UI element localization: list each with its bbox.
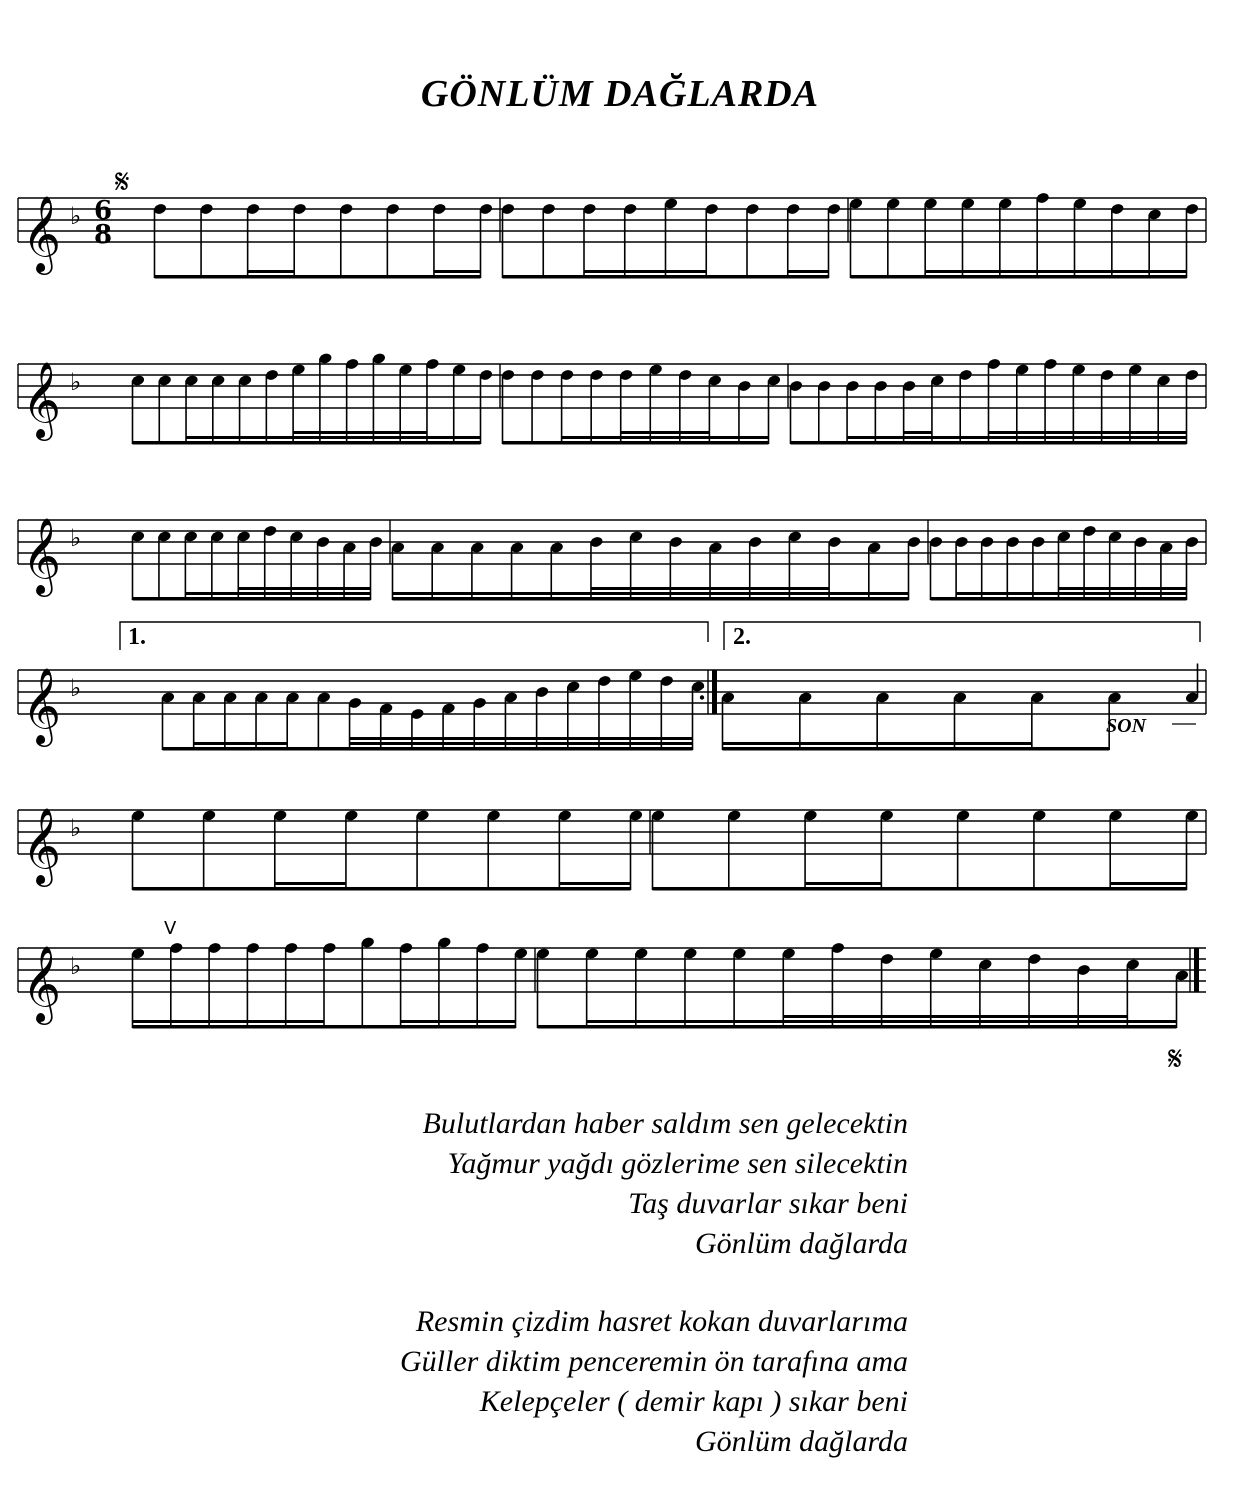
note-beam bbox=[709, 436, 739, 439]
lyric-line: Kelepçeler ( demir kapı ) sıkar beni bbox=[479, 1385, 908, 1418]
note-beam bbox=[400, 431, 427, 434]
note-beam bbox=[931, 597, 1187, 601]
note-beam bbox=[750, 592, 790, 595]
note-beam bbox=[956, 592, 982, 595]
song-title: GÖNLÜM DAĞLARDA bbox=[420, 73, 820, 115]
note-beam bbox=[293, 436, 320, 439]
note-beam bbox=[293, 431, 320, 434]
note-beam bbox=[710, 592, 750, 595]
note-beam bbox=[412, 742, 443, 745]
note-beam bbox=[832, 1020, 881, 1023]
note-beam bbox=[599, 742, 630, 745]
staff-system bbox=[18, 918, 1206, 1079]
note-beam bbox=[291, 587, 317, 590]
note-beam bbox=[750, 587, 790, 590]
note-beam bbox=[350, 737, 381, 740]
note-beam bbox=[625, 270, 666, 273]
breath-mark: V bbox=[164, 918, 177, 939]
note-beam bbox=[636, 1020, 685, 1023]
note-beam bbox=[591, 592, 631, 595]
note-beam bbox=[982, 592, 1008, 595]
flat-sign-icon: ♭ bbox=[70, 202, 82, 230]
note-beam bbox=[980, 1015, 1029, 1018]
lyrics-verse-1 bbox=[423, 1104, 908, 1264]
note-beam bbox=[381, 742, 412, 745]
volta-bracket-1 bbox=[120, 622, 708, 650]
note-beam bbox=[443, 742, 474, 745]
note-beam bbox=[904, 431, 932, 434]
note-beam bbox=[1037, 270, 1074, 273]
note-beam bbox=[1110, 587, 1136, 590]
staff-system bbox=[18, 517, 1206, 601]
note-beam bbox=[661, 742, 692, 745]
flat-sign-icon: ♭ bbox=[70, 952, 82, 980]
note-beam bbox=[503, 441, 769, 445]
note-beam bbox=[1084, 592, 1110, 595]
repeat-dot bbox=[700, 684, 704, 688]
note-beam bbox=[621, 436, 651, 439]
note-beam bbox=[225, 742, 256, 745]
volta-bracket-2 bbox=[724, 622, 1200, 650]
note-beam bbox=[1135, 592, 1161, 595]
note-beam bbox=[1029, 1015, 1078, 1018]
note-beam bbox=[1017, 436, 1045, 439]
volta-1-label: 1. bbox=[128, 624, 146, 650]
lyric-line: Bulutlardan haber saldım sen gelecektin bbox=[422, 1107, 908, 1140]
note-beam bbox=[373, 431, 400, 434]
note-beam bbox=[171, 1020, 209, 1023]
lyric-line: Resmin çizdim hasret kokan duvarlarıma bbox=[415, 1305, 908, 1338]
note-beam bbox=[318, 587, 344, 590]
note-beam bbox=[680, 431, 710, 434]
note-beam bbox=[133, 441, 481, 445]
note-beam bbox=[209, 1020, 247, 1023]
note-beam bbox=[350, 742, 381, 745]
note-beam bbox=[1110, 882, 1186, 885]
note-beam bbox=[710, 587, 750, 590]
note-beam bbox=[931, 1020, 980, 1023]
note-beam bbox=[650, 436, 680, 439]
note-beam bbox=[194, 742, 225, 745]
note-beam bbox=[238, 587, 264, 590]
note-beam bbox=[800, 742, 877, 745]
note-beam bbox=[1130, 431, 1158, 434]
note-beam bbox=[275, 882, 346, 885]
note-beam bbox=[1017, 431, 1045, 434]
note-beam bbox=[1073, 436, 1101, 439]
volta-2-label: 2. bbox=[733, 624, 751, 650]
note-beam bbox=[960, 436, 988, 439]
note-beam bbox=[248, 270, 295, 273]
note-beam bbox=[373, 436, 400, 439]
note-beam bbox=[789, 587, 829, 590]
note-beam bbox=[439, 1020, 477, 1023]
note-beam bbox=[538, 1025, 1177, 1029]
note-beam bbox=[875, 436, 903, 439]
note-beam bbox=[568, 737, 599, 740]
note-beam bbox=[266, 436, 293, 439]
note-beam bbox=[599, 737, 630, 740]
note-beam bbox=[650, 431, 680, 434]
note-beam bbox=[591, 587, 631, 590]
end-marker-son: SON bbox=[1106, 715, 1147, 737]
staff-system bbox=[18, 807, 1206, 891]
note-beam bbox=[630, 742, 661, 745]
note-beam bbox=[1135, 587, 1161, 590]
note-beam bbox=[670, 587, 710, 590]
note-beam bbox=[630, 737, 661, 740]
note-beam bbox=[155, 275, 481, 279]
note-beam bbox=[788, 270, 829, 273]
note-beam bbox=[1078, 1020, 1127, 1023]
staff-system bbox=[18, 622, 1206, 751]
note-beam bbox=[1029, 1020, 1078, 1023]
note-beam bbox=[1007, 592, 1033, 595]
note-beam bbox=[265, 592, 291, 595]
note-beam bbox=[661, 737, 692, 740]
note-beam bbox=[393, 592, 433, 595]
note-beam bbox=[133, 887, 631, 891]
note-beam bbox=[1110, 592, 1136, 595]
note-beam bbox=[256, 742, 287, 745]
treble-clef-icon: 𝄞 bbox=[22, 945, 62, 1022]
note-beam bbox=[163, 747, 693, 751]
note-beam bbox=[783, 1020, 832, 1023]
note-beam bbox=[443, 737, 474, 740]
note-beam bbox=[537, 742, 568, 745]
note-beam bbox=[882, 1020, 931, 1023]
lyric-line: Gönlüm dağlarda bbox=[694, 1425, 908, 1458]
note-beam bbox=[318, 592, 344, 595]
note-beam bbox=[925, 270, 962, 273]
flat-sign-icon: ♭ bbox=[70, 674, 82, 702]
staff-system bbox=[18, 352, 1206, 444]
note-beam bbox=[829, 592, 869, 595]
note-beam bbox=[505, 737, 536, 740]
staff-system bbox=[18, 162, 1206, 279]
note-beam bbox=[621, 431, 651, 434]
note-beam bbox=[832, 1015, 881, 1018]
note-beam bbox=[213, 436, 240, 439]
note-beam bbox=[503, 275, 829, 279]
treble-clef-icon: 𝄞 bbox=[22, 807, 62, 884]
note-beam bbox=[631, 592, 671, 595]
note-beam bbox=[931, 1015, 980, 1018]
time-signature-numerator: 6 bbox=[94, 196, 113, 226]
note-beam bbox=[980, 1020, 1029, 1023]
note-beam bbox=[400, 436, 427, 439]
note-beam bbox=[869, 592, 909, 595]
note-beam bbox=[185, 592, 211, 595]
note-beam bbox=[472, 592, 512, 595]
lyric-line: Yağmur yağdı gözlerime sen silecektin bbox=[447, 1147, 908, 1180]
note-beam bbox=[1112, 270, 1149, 273]
note-beam bbox=[247, 1020, 285, 1023]
note-beam bbox=[587, 1020, 636, 1023]
note-beam bbox=[393, 597, 909, 601]
note-beam bbox=[723, 747, 1110, 751]
note-beam bbox=[133, 597, 371, 601]
note-beam bbox=[685, 1020, 734, 1023]
note-beam bbox=[932, 436, 960, 439]
note-beam bbox=[1161, 587, 1187, 590]
note-beam bbox=[344, 587, 370, 590]
note-beam bbox=[734, 1020, 783, 1023]
note-beam bbox=[1084, 587, 1110, 590]
note-beam bbox=[1127, 1020, 1176, 1023]
flat-sign-icon: ♭ bbox=[70, 368, 82, 396]
note-beam bbox=[963, 270, 1000, 273]
note-beam bbox=[666, 270, 707, 273]
treble-clef-icon: 𝄞 bbox=[22, 361, 62, 438]
note-beam bbox=[551, 592, 591, 595]
note-beam bbox=[1158, 436, 1186, 439]
note-beam bbox=[381, 737, 412, 740]
note-beam bbox=[265, 587, 291, 590]
lyric-line: Taş duvarlar sıkar beni bbox=[628, 1187, 908, 1220]
note-beam bbox=[401, 1020, 439, 1023]
repeat-barline bbox=[712, 670, 717, 714]
note-beam bbox=[434, 270, 481, 273]
note-beam bbox=[955, 742, 1032, 745]
note-beam bbox=[789, 592, 829, 595]
note-beam bbox=[1045, 436, 1073, 439]
note-beam bbox=[1102, 431, 1130, 434]
note-beam bbox=[474, 742, 505, 745]
note-beam bbox=[1000, 270, 1037, 273]
note-beam bbox=[1161, 592, 1187, 595]
note-beam bbox=[320, 431, 347, 434]
note-beam bbox=[904, 436, 932, 439]
note-beam bbox=[989, 431, 1017, 434]
note-beam bbox=[347, 436, 374, 439]
note-beam bbox=[505, 742, 536, 745]
treble-clef-icon: 𝄞 bbox=[22, 517, 62, 594]
note-beam bbox=[412, 737, 443, 740]
note-beam bbox=[1102, 436, 1130, 439]
note-beam bbox=[568, 742, 599, 745]
note-beam bbox=[454, 436, 481, 439]
note-beam bbox=[562, 436, 592, 439]
note-beam bbox=[291, 592, 317, 595]
note-beam bbox=[591, 436, 621, 439]
note-beam bbox=[1149, 270, 1186, 273]
note-beam bbox=[1130, 436, 1158, 439]
note-beam bbox=[427, 436, 454, 439]
note-beam bbox=[347, 431, 374, 434]
note-beam bbox=[559, 882, 630, 885]
note-beam bbox=[1045, 431, 1073, 434]
note-beam bbox=[1059, 592, 1085, 595]
note-beam bbox=[1033, 592, 1059, 595]
treble-clef-icon: 𝄞 bbox=[22, 667, 62, 744]
note-beam bbox=[882, 1015, 931, 1018]
note-beam bbox=[653, 887, 1187, 891]
note-beam bbox=[877, 742, 954, 745]
flat-sign-icon: ♭ bbox=[70, 814, 82, 842]
note-beam bbox=[847, 436, 875, 439]
segno-icon: 𝄋 bbox=[115, 162, 130, 202]
note-beam bbox=[320, 436, 347, 439]
note-beam bbox=[1075, 270, 1112, 273]
note-beam bbox=[432, 592, 472, 595]
segno-icon: 𝄋 bbox=[1168, 1039, 1183, 1079]
treble-clef-icon: 𝄞 bbox=[22, 195, 62, 272]
note-beam bbox=[670, 592, 710, 595]
flat-sign-icon: ♭ bbox=[70, 524, 82, 552]
note-beam bbox=[989, 436, 1017, 439]
note-beam bbox=[631, 587, 671, 590]
note-beam bbox=[474, 737, 505, 740]
note-beam bbox=[477, 1020, 515, 1023]
note-beam bbox=[805, 882, 881, 885]
note-beam bbox=[240, 436, 267, 439]
note-beam bbox=[1078, 1015, 1127, 1018]
note-beam bbox=[186, 436, 213, 439]
lyric-line: Gönlüm dağlarda bbox=[694, 1227, 908, 1260]
note-beam bbox=[238, 592, 264, 595]
note-beam bbox=[512, 592, 552, 595]
note-beam bbox=[723, 742, 800, 745]
note-beam bbox=[212, 592, 238, 595]
note-beam bbox=[584, 270, 625, 273]
note-beam bbox=[286, 1020, 324, 1023]
note-beam bbox=[537, 737, 568, 740]
repeat-dot bbox=[700, 695, 704, 699]
note-beam bbox=[739, 436, 769, 439]
note-beam bbox=[1073, 431, 1101, 434]
lyrics-verse-2 bbox=[400, 1302, 908, 1462]
time-signature-denominator: 8 bbox=[94, 220, 113, 250]
lyric-line: Güller diktim penceremin ön tarafına ama bbox=[400, 1345, 908, 1378]
note-beam bbox=[344, 592, 370, 595]
note-beam bbox=[791, 441, 1187, 445]
note-beam bbox=[133, 1020, 171, 1023]
note-beam bbox=[133, 1025, 516, 1029]
final-barline bbox=[1194, 948, 1199, 992]
note-beam bbox=[680, 436, 710, 439]
note-beam bbox=[783, 1015, 832, 1018]
note-beam bbox=[851, 275, 1187, 279]
note-beam bbox=[1158, 431, 1186, 434]
note-beam bbox=[1059, 587, 1085, 590]
